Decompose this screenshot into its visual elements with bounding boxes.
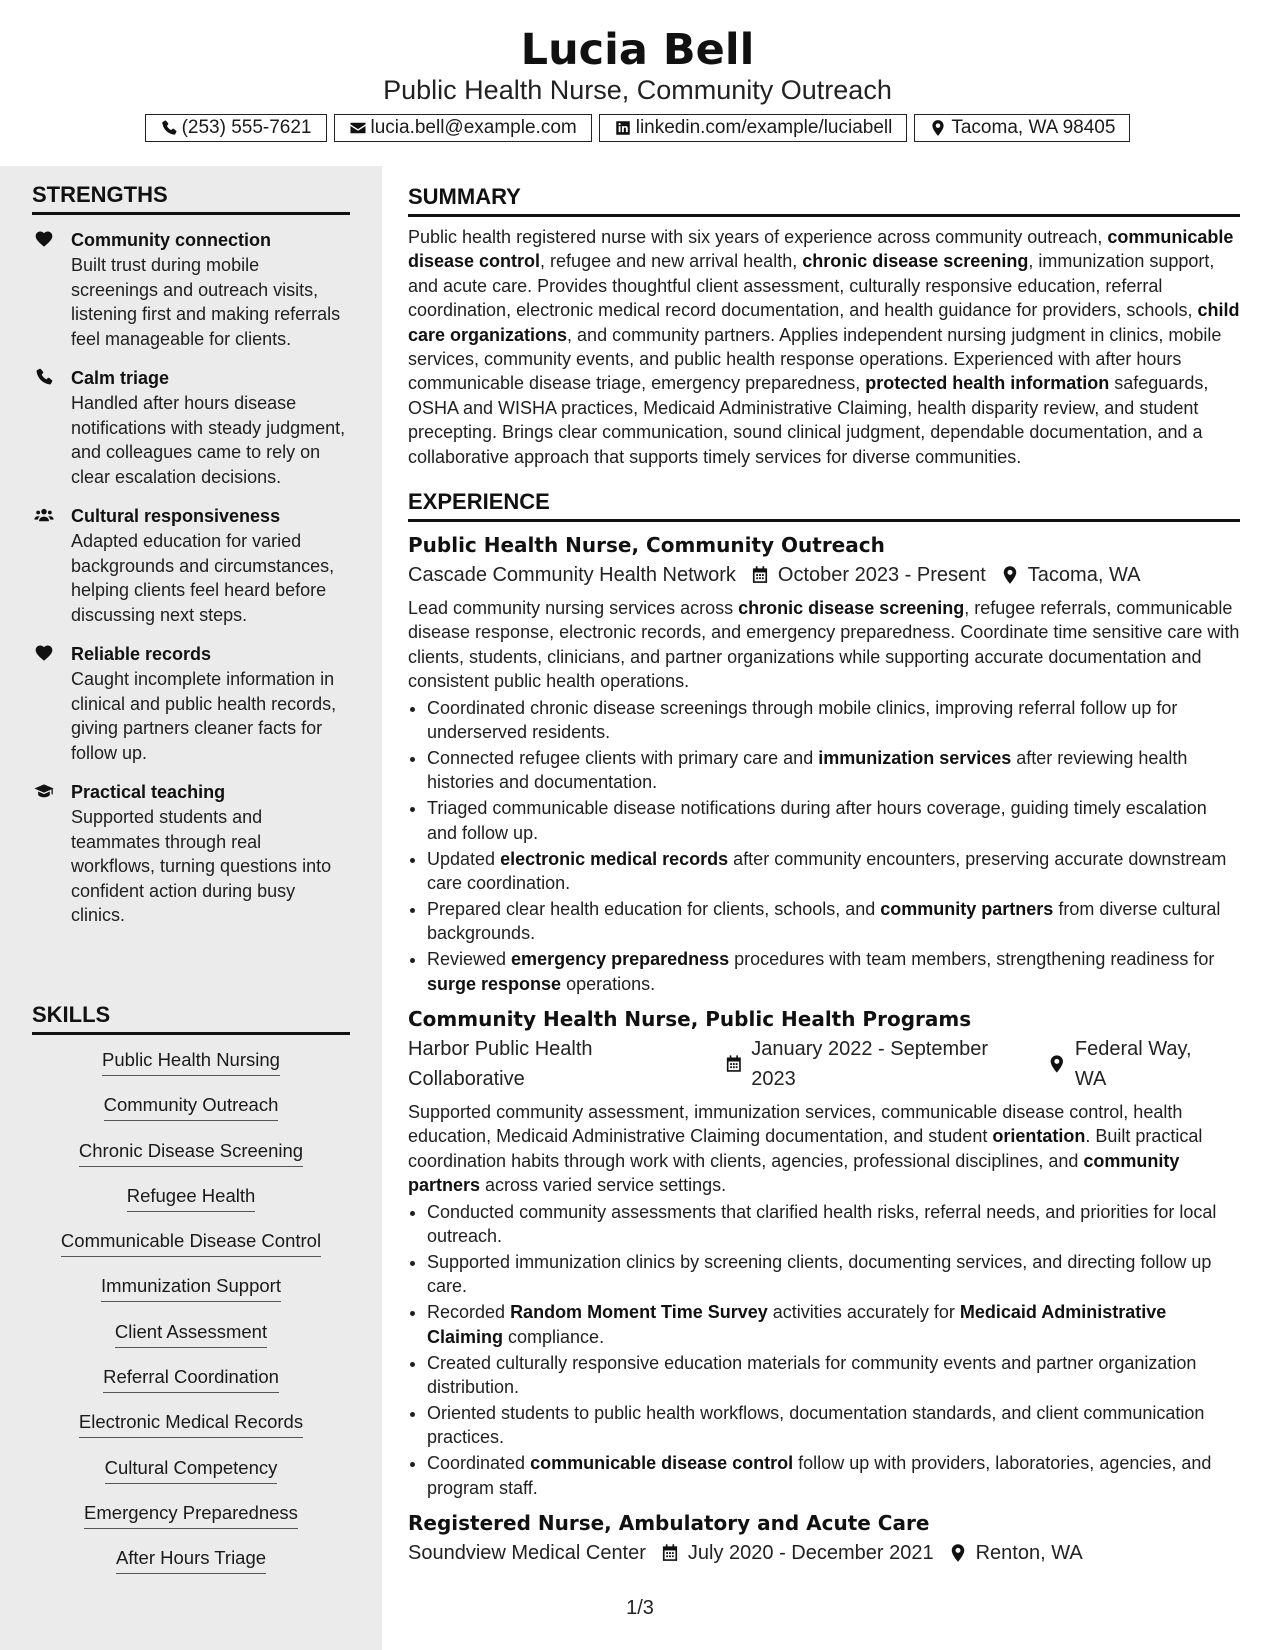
strength-item xyxy=(32,503,350,627)
job-dates: January 2022 - September 2023 xyxy=(751,1038,989,1091)
job-bullet: • Updated electronic medical records after community encounters, preserving accurate downstream care coordination. xyxy=(427,847,1240,896)
resume-header xyxy=(0,0,1275,166)
strength-text: Adapted education for varied backgrounds and circumstances, helping clients feel heard before discussing next steps. xyxy=(71,531,335,625)
bold-phrase: community partners xyxy=(880,898,1054,919)
skill-label: Immunization Support xyxy=(101,1273,281,1302)
skill-label: Emergency Preparedness xyxy=(84,1500,298,1529)
skill-item xyxy=(32,1455,350,1500)
envelope-icon xyxy=(349,119,367,137)
skill-label: Electronic Medical Records xyxy=(79,1409,303,1438)
job-bullet: • Connected refugee clients with primary care and immunization services after reviewing health histories and documentation. xyxy=(427,746,1240,795)
job-org: Harbor Public Health Collaborative xyxy=(408,1038,593,1091)
calendar-icon xyxy=(660,1543,680,1563)
job-bullet: • Coordinated communicable disease control follow up with providers, laboratories, agencies, and program staff. xyxy=(427,1451,1240,1500)
map-pin-icon xyxy=(1047,1054,1067,1074)
strengths-section xyxy=(32,180,350,942)
job-location: Federal Way, WA xyxy=(1074,1038,1192,1091)
job-bullet: • Coordinated chronic disease screenings through mobile clinics, improving referral follow up for underserved residents. xyxy=(427,696,1240,745)
strength-item xyxy=(32,227,350,351)
job-org: Soundview Medical Center xyxy=(408,1542,646,1565)
skill-item xyxy=(32,1319,350,1364)
skill-label: Public Health Nursing xyxy=(102,1047,280,1076)
skill-label: After Hours Triage xyxy=(116,1545,266,1574)
linkedin-icon xyxy=(614,119,632,137)
bold-phrase: protected health information xyxy=(865,373,1110,394)
job-entry xyxy=(408,1004,1240,1500)
skills-list xyxy=(32,1047,350,1591)
heart-icon xyxy=(33,643,55,663)
bold-phrase: surge response xyxy=(427,973,562,994)
map-pin-icon xyxy=(948,1543,968,1563)
heart-icon xyxy=(33,229,55,249)
contact-location xyxy=(914,114,1130,142)
bold-phrase: electronic medical records xyxy=(500,848,729,869)
job-bullet: • Conducted community assessments that clarified health risks, referral needs, and priorities for local outreach. xyxy=(427,1200,1240,1249)
strength-text: Built trust during mobile screenings and outreach visits, listening first and making referrals feel manageable for clients. xyxy=(71,255,341,349)
contact-email[interactable] xyxy=(334,114,592,142)
bold-phrase: orientation xyxy=(992,1126,1086,1147)
job-title: Registered Nurse, Ambulatory and Acute Care xyxy=(408,1511,930,1536)
calendar-icon xyxy=(724,1054,744,1074)
job-description: Lead community nursing services across chronic disease screening, refugee referrals, communicable disease response, electronic records, and emergency preparedness. Coordinate time sensitive care with clients, students, clinicians, and partner organizations while supporting accurate documentation and consistent public health operations. xyxy=(408,598,1240,692)
job-bullet: • Oriented students to public health workflows, documentation standards, and client communication practices. xyxy=(427,1401,1240,1450)
bold-phrase: emergency preparedness xyxy=(511,949,730,970)
job-bullet: • Prepared clear health education for clients, schools, and community partners from diverse cultural backgrounds. xyxy=(427,897,1240,946)
job-bullets xyxy=(408,696,1240,996)
job-location: Tacoma, WA xyxy=(1027,564,1141,587)
bold-phrase: communicable disease control xyxy=(530,1453,794,1474)
calendar-icon xyxy=(750,565,770,585)
summary-heading: SUMMARY xyxy=(408,182,1240,217)
bold-phrase: community partners xyxy=(408,1150,1180,1196)
skill-item xyxy=(32,1228,350,1273)
skill-label: Refugee Health xyxy=(127,1183,256,1212)
strength-item xyxy=(32,779,350,928)
bold-phrase: Medicaid Administrative Claiming xyxy=(427,1302,1167,1347)
strength-text: Supported students and teammates through real workflows, turning questions into confident action during busy clinics. xyxy=(71,807,332,925)
strength-text: Caught incomplete information in clinical and public health records, giving partners cleaner facts for follow up. xyxy=(71,669,337,763)
phone-icon xyxy=(33,367,55,387)
map-pin-icon xyxy=(929,119,947,137)
skill-item xyxy=(32,1183,350,1228)
job-title: Community Health Nurse, Public Health Programs xyxy=(408,1007,972,1032)
strength-text: Handled after hours disease notifications with steady judgment, and colleagues came to rely on clear escalation decisions. xyxy=(71,393,346,487)
skill-item xyxy=(32,1364,350,1409)
experience-heading: EXPERIENCE xyxy=(408,487,1240,522)
strengths-heading: STRENGTHS xyxy=(32,180,350,215)
strength-heading: Community connection xyxy=(71,230,272,250)
sidebar xyxy=(0,166,382,1650)
candidate-title: Public Health Nurse, Community Outreach xyxy=(383,75,892,105)
skill-item xyxy=(32,1500,350,1545)
bold-phrase: Random Moment Time Survey xyxy=(510,1302,768,1323)
job-description: Supported community assessment, immunization services, communicable disease control, health education, Medicaid Administrative Claiming documentation, and student orientation. Built practical coordination habits through work with clients, agencies, professional disciplines, and community partners across varied service settings. xyxy=(408,1102,1203,1196)
job-location: Renton, WA xyxy=(975,1542,1083,1565)
bold-phrase: chronic disease screening xyxy=(738,598,965,619)
users-icon xyxy=(33,505,55,525)
strength-heading: Reliable records xyxy=(71,644,212,664)
contact-bar xyxy=(0,114,1275,142)
contact-phone-text: (253) 555-7621 xyxy=(181,117,312,138)
job-org: Cascade Community Health Network xyxy=(408,564,736,587)
strength-heading: Calm triage xyxy=(71,368,170,388)
contact-linkedin-text: linkedin.com/example/luciabell xyxy=(635,117,893,138)
skill-item xyxy=(32,1138,350,1183)
contact-linkedin[interactable] xyxy=(599,114,908,142)
main-content xyxy=(408,182,1240,1576)
skill-label: Communicable Disease Control xyxy=(61,1228,321,1257)
bold-phrase: child care organizations xyxy=(408,300,1240,345)
skill-label: Chronic Disease Screening xyxy=(79,1138,303,1167)
job-meta xyxy=(408,1538,1240,1568)
strength-heading: Practical teaching xyxy=(71,782,226,802)
skills-section xyxy=(32,1000,350,1591)
job-bullet: • Recorded Random Moment Time Survey activities accurately for Medicaid Administrative Claiming compliance. xyxy=(427,1300,1240,1349)
skills-heading: SKILLS xyxy=(32,1000,350,1035)
skill-label: Referral Coordination xyxy=(103,1364,279,1393)
skill-label: Client Assessment xyxy=(115,1319,267,1348)
contact-location-text: Tacoma, WA 98405 xyxy=(951,117,1116,138)
skill-item xyxy=(32,1092,350,1137)
bold-phrase: chronic disease screening xyxy=(802,251,1029,272)
contact-phone[interactable] xyxy=(145,114,327,142)
skill-label: Community Outreach xyxy=(104,1092,279,1121)
skill-item xyxy=(32,1047,350,1092)
contact-email-text: lucia.bell@example.com xyxy=(370,117,577,138)
strength-item xyxy=(32,365,350,489)
skill-item xyxy=(32,1409,350,1454)
job-title: Public Health Nurse, Community Outreach xyxy=(408,533,885,558)
candidate-name: Lucia Bell xyxy=(520,25,755,75)
job-dates: July 2020 - December 2021 xyxy=(687,1542,934,1565)
skill-label: Cultural Competency xyxy=(105,1455,278,1484)
map-pin-icon xyxy=(1000,565,1020,585)
job-entry xyxy=(408,1508,1240,1568)
bold-phrase: communicable disease control xyxy=(408,227,1234,272)
job-bullets xyxy=(408,1200,1240,1500)
job-bullet: • Supported immunization clinics by screening clients, documenting services, and directing follow up care. xyxy=(427,1250,1240,1299)
job-meta xyxy=(408,1034,1240,1094)
strength-item xyxy=(32,641,350,765)
job-meta xyxy=(408,560,1240,590)
strength-heading: Cultural responsiveness xyxy=(71,506,281,526)
job-bullet: • Reviewed emergency preparedness procedures with team members, strengthening readiness for surge response operations. xyxy=(427,947,1240,996)
job-dates: October 2023 - Present xyxy=(777,564,986,587)
job-bullet: • Triaged communicable disease notifications during after hours coverage, guiding timely escalation and follow up. xyxy=(427,796,1240,845)
skill-item xyxy=(32,1545,350,1590)
job-bullet: • Created culturally responsive education materials for community events and partner organization distribution. xyxy=(427,1351,1240,1400)
summary-text: Public health registered nurse with six years of experience across community outreach, communicable disease control, refugee and new arrival health, chronic disease screening, immunization support, and acute care. Provides thoughtful client assessment, culturally responsive education, referral coordination, electronic medical record documentation, and health guidance for providers, schools, child care organizations, and community partners. Applies independent nursing judgment in clinics, mobile services, community events, and public health response operations. Experienced with after hours communicable disease triage, emergency preparedness, protected health information safeguards, OSHA and WISHA practices, Medicaid Administrative Claiming, health disparity review, and student precepting. Brings clear communication, sound clinical judgment, dependable documentation, and a collaborative approach that supports timely services for diverse communities. xyxy=(408,227,1240,467)
bold-phrase: immunization services xyxy=(818,748,1012,768)
skill-item xyxy=(32,1273,350,1318)
job-entry xyxy=(408,530,1240,996)
page-number: 1/3 xyxy=(626,1597,654,1619)
phone-icon xyxy=(160,119,178,137)
graduation-cap-icon xyxy=(33,781,55,801)
